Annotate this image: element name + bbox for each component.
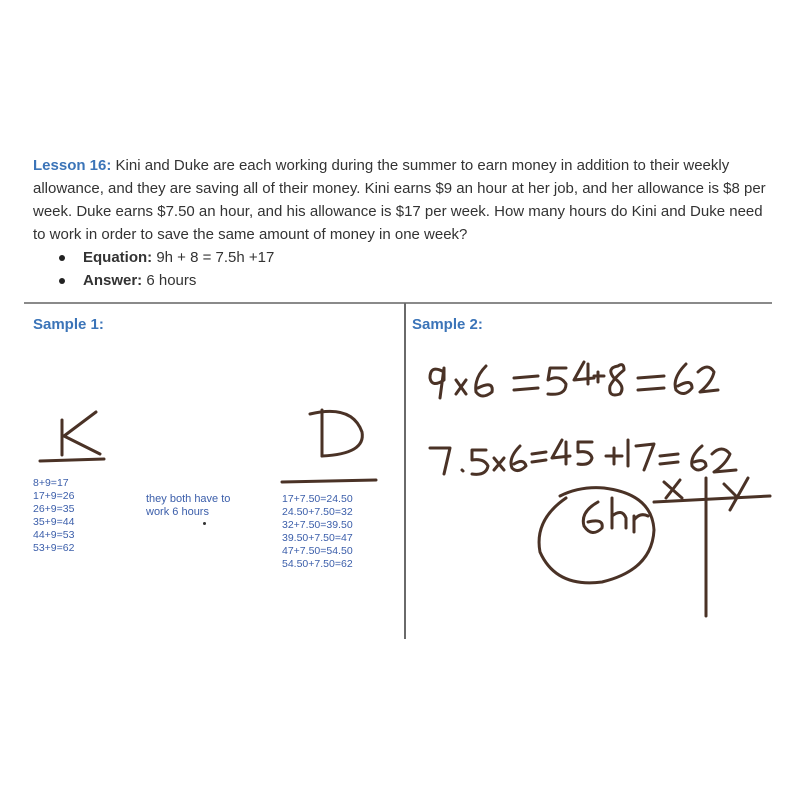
duke-line: 24.50+7.50=32 bbox=[282, 506, 353, 518]
kini-line: 44+9=53 bbox=[33, 529, 75, 541]
kini-line: 53+9=62 bbox=[33, 542, 75, 554]
kini-line: 26+9=35 bbox=[33, 503, 75, 515]
answer-circle-handwriting bbox=[539, 488, 654, 583]
lesson-label: Lesson 16: bbox=[33, 157, 112, 174]
duke-line: 54.50+7.50=62 bbox=[282, 558, 353, 570]
duke-header-handwriting bbox=[282, 410, 376, 482]
kini-header-handwriting bbox=[40, 412, 104, 461]
kini-line: 35+9=44 bbox=[33, 516, 75, 528]
duke-line: 39.50+7.50=47 bbox=[282, 532, 353, 544]
sample2-line1-handwriting bbox=[430, 362, 718, 398]
xy-table-handwriting bbox=[654, 478, 770, 616]
kini-line: 17+9=26 bbox=[33, 490, 75, 502]
duke-line: 47+7.50=54.50 bbox=[282, 545, 353, 557]
sample1-label: Sample 1: bbox=[33, 316, 104, 333]
equation-value: 9h + 8 = 7.5h +17 bbox=[156, 249, 275, 266]
equation-key: Equation: bbox=[83, 249, 153, 266]
duke-line: 32+7.50=39.50 bbox=[282, 519, 353, 531]
lesson-text: Kini and Duke are each working during the summer to earn money in addition to their weekly allowance, and they are saving all of their money. Kini earns $9 an hour at her job, and her allowance is $8 per week. Duke earns $7.50 an hour, and his allowance is $17 per week. How many hours do Kini and Duke need to work in order to save the same amount of money in one week? bbox=[33, 157, 766, 243]
answer-key: Answer: bbox=[83, 272, 143, 289]
sample2-label: Sample 2: bbox=[412, 316, 483, 333]
sample2-line2-handwriting bbox=[430, 440, 736, 474]
handwriting-text-holder bbox=[0, 0, 1, 1]
kini-line: 8+9=17 bbox=[33, 477, 69, 489]
kini-header-text: K bbox=[62, 455, 63, 456]
note-line: work 6 hours bbox=[146, 506, 209, 518]
duke-line: 17+7.50=24.50 bbox=[282, 493, 353, 505]
answer-value: 6 hours bbox=[146, 272, 197, 289]
note-line: they both have to bbox=[146, 493, 231, 505]
